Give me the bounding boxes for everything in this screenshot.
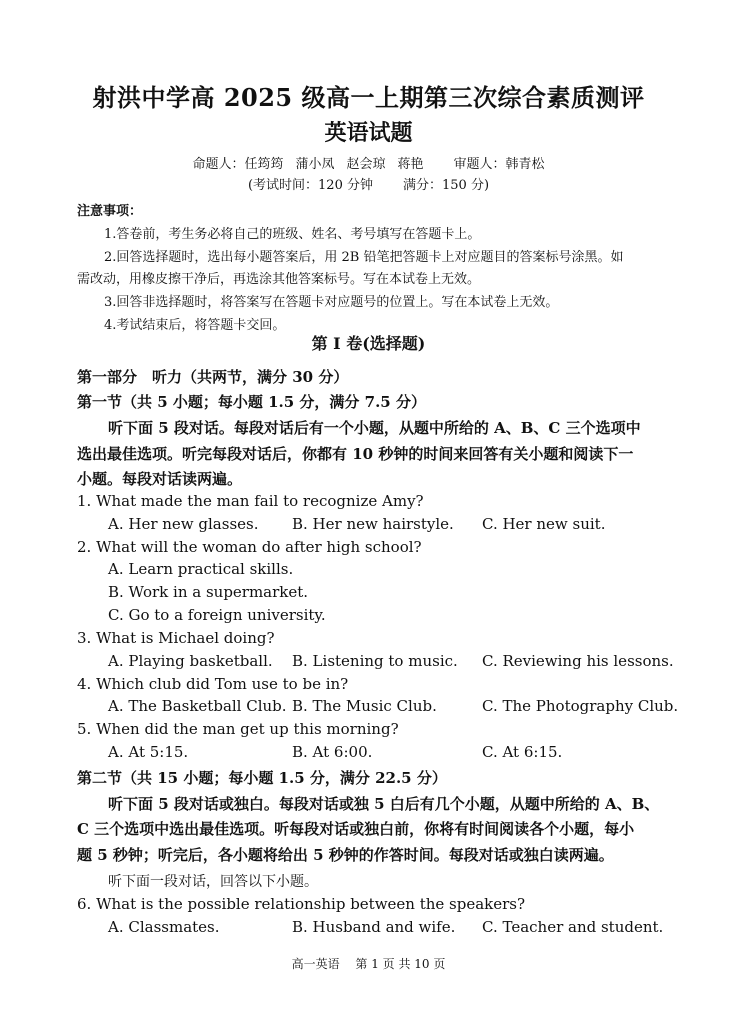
- option-a: A. The Basketball Club.: [108, 697, 287, 715]
- reviewer: 审题人：韩青松: [453, 157, 545, 172]
- option-a: A. At 5:15.: [108, 743, 189, 761]
- option-c: C. Reviewing his lessons.: [482, 652, 674, 670]
- section2-title: 第二节（共 15 小题；每小题 1.5 分，满分 22.5 分）: [77, 769, 447, 787]
- option-b: B. Work in a supermarket.: [108, 583, 309, 601]
- question-1: 1. What made the man fail to recognize Amy?: [77, 492, 424, 510]
- section1-title: 第一节（共 5 小题；每小题 1.5 分，满分 7.5 分）: [77, 393, 426, 411]
- option-b: B. The Music Club.: [292, 697, 437, 715]
- option-a: A. Learn practical skills.: [108, 560, 294, 578]
- time-score-line: [0, 174, 737, 193]
- volume-title: 第 I 卷(选择题): [311, 334, 426, 353]
- notice-heading: 注意事项：: [77, 204, 143, 219]
- notice-item: 4.考试结束后，将答题卡交回。: [104, 318, 286, 333]
- notice-item: 1.答卷前，考生务必将自己的班级、姓名、考号填写在答题卡上。: [104, 227, 481, 242]
- option-a: A. Playing basketball.: [108, 652, 273, 670]
- page-footer: 高一英语 第 1 页 共 10 页: [291, 957, 446, 971]
- section1-instruction: 听下面 5 段对话。每段对话后有一个小题，从题中所给的 A、B、C 三个选项中: [108, 419, 641, 437]
- option-a: A. Her new glasses.: [108, 515, 259, 533]
- notice-item: 2.回答选择题时，选出每小题答案后，用 2B 铅笔把答题卡上对应题目的答案标号涂黑。如: [104, 250, 624, 265]
- section1-instruction: 选出最佳选项。听完每段对话后，你都有 10 秒钟的时间来回答有关小题和阅读下一: [77, 445, 634, 463]
- question-6: 6. What is the possible relationship between the speakers?: [77, 895, 526, 913]
- option-c: C. Go to a foreign university.: [108, 606, 326, 624]
- question-5: 5. When did the man get up this morning?: [77, 720, 399, 738]
- part1-title: 第一部分 听力（共两节，满分 30 分）: [77, 368, 349, 386]
- option-b: B. Listening to music.: [292, 652, 458, 670]
- exam-subtitle: 英语试题: [324, 120, 413, 146]
- section2-instruction: C 三个选项中选出最佳选项。听每段对话或独白前，你将有时间阅读各个小题，每小: [77, 820, 635, 838]
- exam-time: (考试时间：120 分钟: [247, 178, 373, 193]
- option-c: C. Teacher and student.: [482, 918, 664, 936]
- authors-label: 命题人：: [192, 157, 245, 172]
- section2-sub-instruction: 听下面一段对话，回答以下小题。: [108, 874, 318, 890]
- section2-instruction: 题 5 秒钟；听完后，各小题将给出 5 秒钟的作答时间。每段对话或独白读两遍。: [77, 846, 614, 864]
- notice-item: 需改动，用橡皮擦干净后，再选涂其他答案标号。写在本试卷上无效。: [77, 272, 481, 287]
- question-3: 3. What is Michael doing?: [77, 629, 275, 647]
- option-b: B. Husband and wife.: [292, 918, 456, 936]
- section2-instruction: 听下面 5 段对话或独白。每段对话或独 5 白后有几个小题，从题中所给的 A、B、: [108, 795, 660, 813]
- question-4: 4. Which club did Tom use to be in?: [77, 675, 349, 693]
- author: 蒲小凤: [295, 157, 335, 172]
- option-c: C. At 6:15.: [482, 743, 563, 761]
- option-a: A. Classmates.: [108, 918, 220, 936]
- option-c: C. The Photography Club.: [482, 697, 679, 715]
- authors-line: [0, 153, 737, 172]
- author: 蒋艳: [397, 157, 424, 172]
- option-b: B. At 6:00.: [292, 743, 373, 761]
- question-2: 2. What will the woman do after high school?: [77, 538, 422, 556]
- exam-score: 满分：150 分): [403, 178, 490, 193]
- notice-item: 3.回答非选择题时，将答案写在答题卡对应题号的位置上。写在本试卷上无效。: [104, 295, 559, 310]
- author: 任筠筠: [244, 157, 284, 172]
- option-c: C. Her new suit.: [482, 515, 606, 533]
- option-b: B. Her new hairstyle.: [292, 515, 454, 533]
- section1-instruction: 小题。每段对话读两遍。: [77, 470, 243, 488]
- exam-title: 射洪中学高 2025 级高一上期第三次综合素质测评: [92, 83, 645, 112]
- author: 赵会琼: [346, 157, 386, 172]
